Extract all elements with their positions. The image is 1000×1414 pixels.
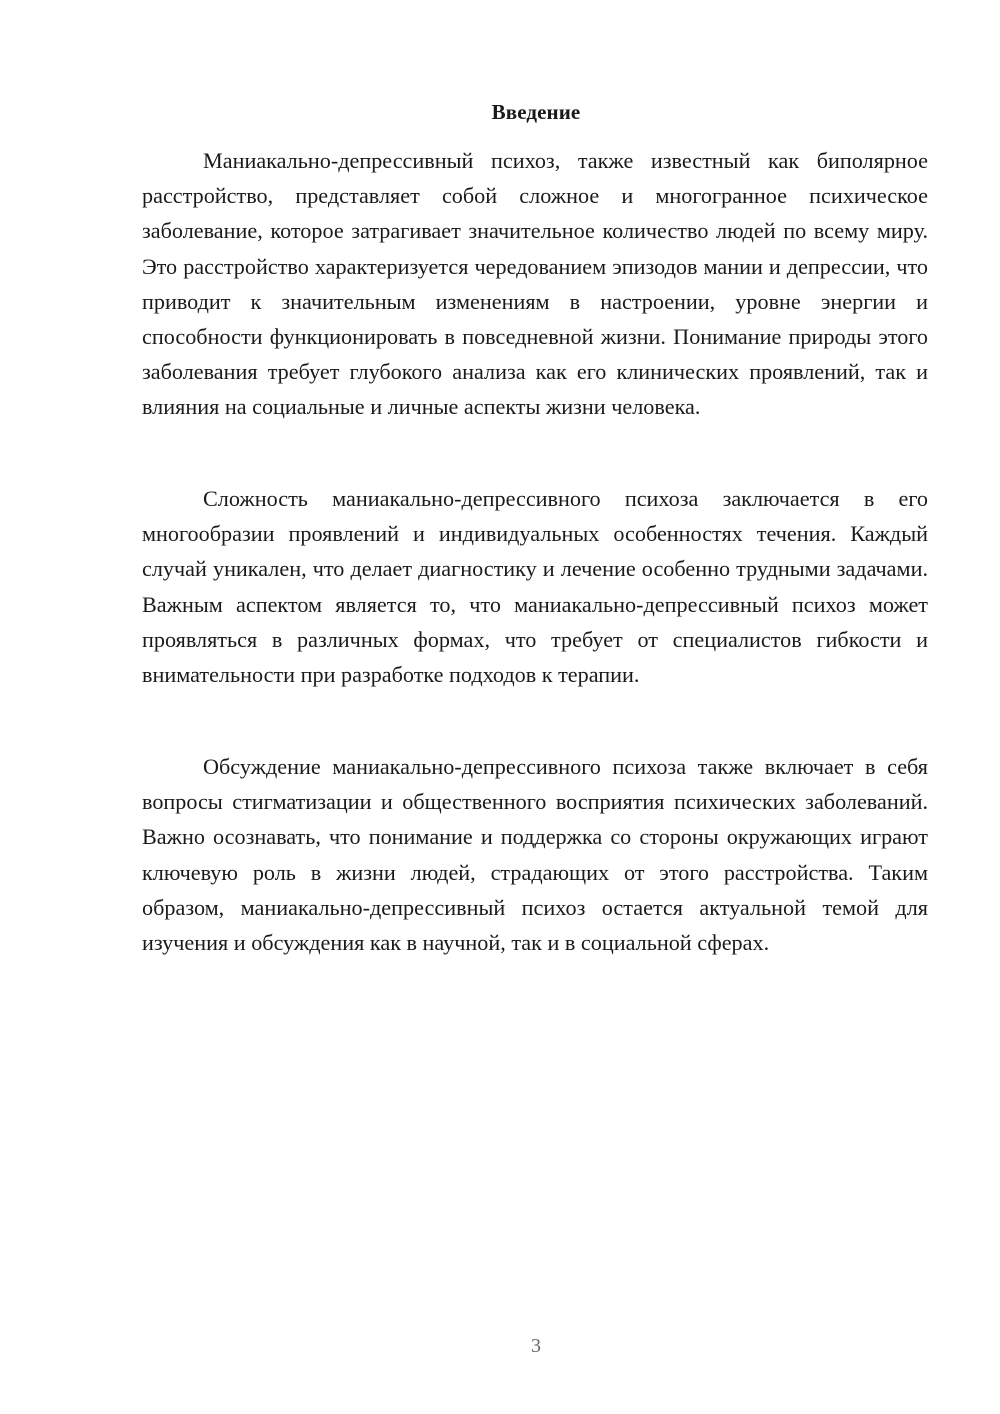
paragraph-2: Сложность маниакально-депрессивного психоза заключается в его многообразии проявлений и индивидуальных особенностях течения. Каждый случай уникален, что делает диагностику и лечение особенно трудными задачами. Важным аспектом является то, что маниакально-депрессивный психоз может проявляться в различных формах, что требует от специалистов гибкости и внимательности при разработке подходов к терапии. xyxy=(142,486,928,688)
paragraph-3: Обсуждение маниакально-депрессивного психоза также включает в себя вопросы стигматизации и общественного восприятия психических заболеваний. Важно осознавать, что понимание и поддержка со стороны окружающих играют ключевую роль в жизни людей, страдающих от этого расстройства. Таким образом, маниакально-депрессивный психоз остается актуальной темой для изучения и обсуждения как в научной, так и в социальной сферах. xyxy=(142,754,928,956)
section-title: Введение xyxy=(491,100,581,124)
paragraph-1: Маниакально-депрессивный психоз, также известный как биполярное расстройство, представляет собой сложное и многогранное психическое заболевание, которое затрагивает значительное количество людей по всему миру. Это расстройство характеризуется чередованием эпизодов мании и депрессии, что приводит к значительным изменениям в настроении, уровне энергии и способности функционировать в повседневной жизни. Понимание природы этого заболевания требует глубокого анализа как его клинических проявлений, так и влияния на социальные и личные аспекты жизни человека. xyxy=(142,148,928,420)
page-number: 3 xyxy=(531,1335,541,1357)
